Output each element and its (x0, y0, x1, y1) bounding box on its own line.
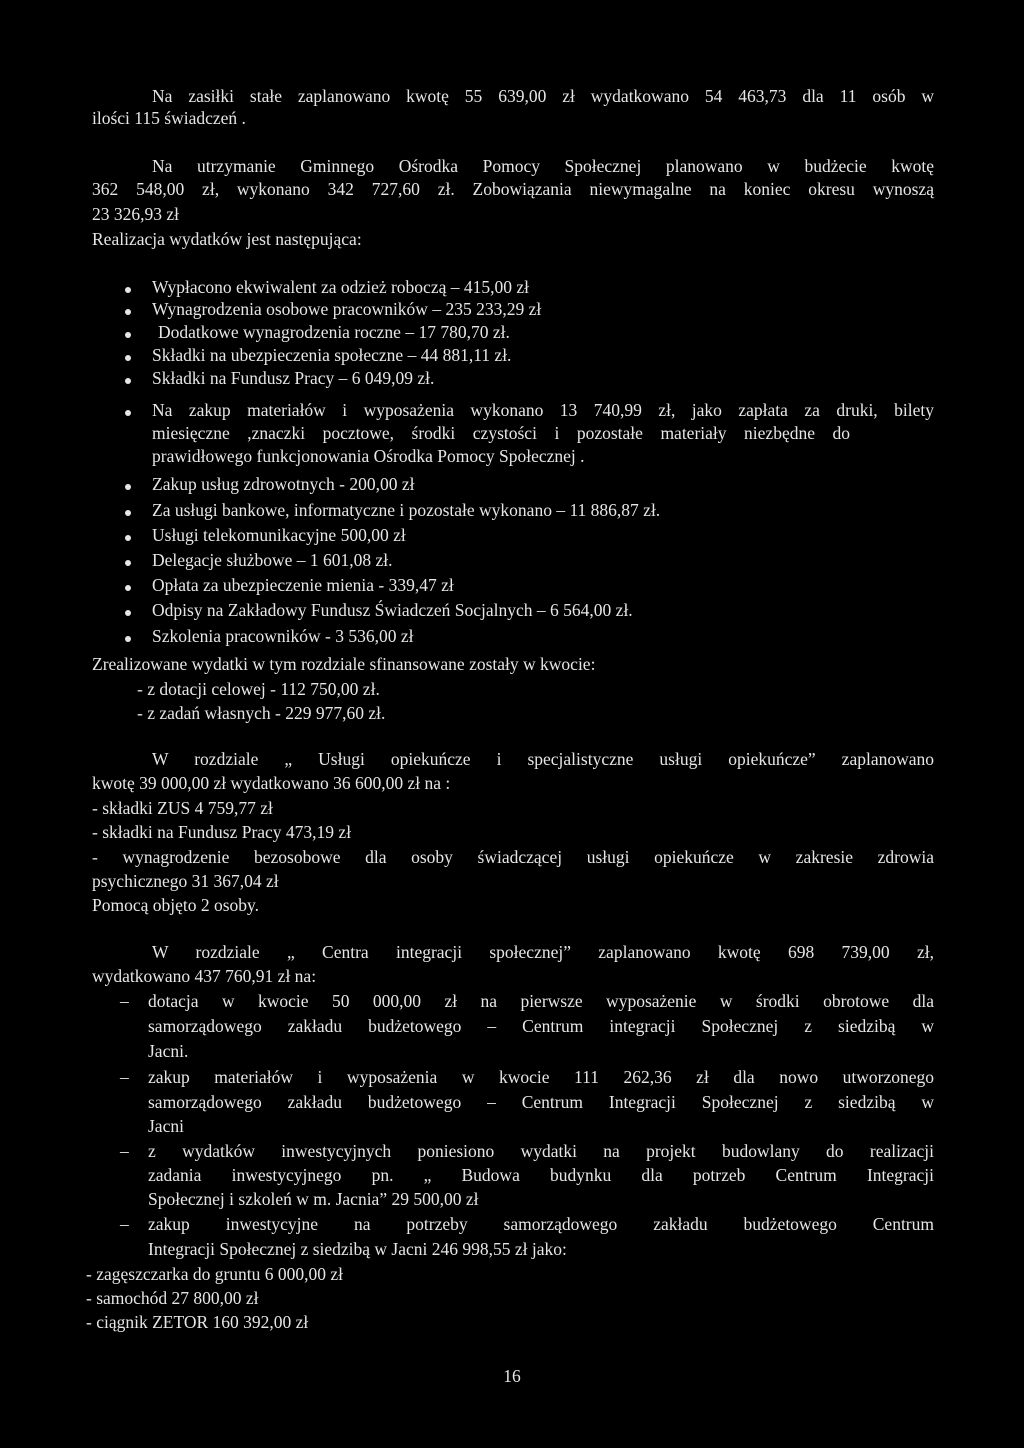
dash-marker: – (120, 1141, 129, 1161)
bullet-dot (125, 484, 131, 490)
bullet-item-szkolenia: Szkolenia pracowników - 3 536,00 zł (152, 626, 414, 646)
bullet-dot (125, 410, 131, 416)
centra-item-dotacja-cont: Jacni. (148, 1041, 189, 1061)
centra-item-materialy-cont: samorządowego zakładu budżetowego – Centrum Integracji Społecznej z siedzibą w (148, 1092, 934, 1112)
uslugi-line-6: psychicznego 31 367,04 zł (92, 871, 279, 891)
realizacja-heading: Realizacja wydatków jest następująca: (92, 229, 362, 249)
uslugi-line-3: - składki ZUS 4 759,77 zł (92, 798, 273, 818)
uslugi-line-2: kwotę 39 000,00 zł wydatkowano 36 600,00 zł na : (92, 773, 451, 793)
centra-item-projekt-cont: zadania inwestycyjnego pn. „ Budowa budynku dla potrzeb Centrum Integracji (148, 1165, 934, 1185)
financing-heading: Zrealizowane wydatki w tym rozdziale sfinansowane zostały w kwocie: (92, 654, 596, 674)
gops-line-1: Na utrzymanie Gminnego Ośrodka Pomocy Społecznej planowano w budżecie kwotę (152, 156, 934, 176)
bullet-item-ubezpieczenie: Opłata za ubezpieczenie mienia - 339,47 zł (152, 575, 454, 595)
bullet-item-materialy-cont: miesięczne ,znaczki pocztowe, środki czystości i pozostałe materiały niezbędne do (152, 423, 850, 443)
page-number: 16 (503, 1366, 521, 1386)
centra-line-2: wydatkowano 437 760,91 zł na: (92, 966, 317, 986)
centra-item-projekt: z wydatków inwestycyjnych poniesiono wydatki na projekt budowlany do realizacji (148, 1141, 934, 1161)
bullet-item-materialy-cont: prawidłowego funkcjonowania Ośrodka Pomocy Społecznej . (152, 446, 585, 466)
dash-marker: – (120, 991, 129, 1011)
centra-item-dotacja-cont: samorządowego zakładu budżetowego – Centrum integracji Społecznej z siedzibą w (148, 1016, 934, 1036)
bullet-item-zdrowotne: Zakup usług zdrowotnych - 200,00 zł (152, 474, 415, 494)
bullet-item-fundusz-pracy: Składki na Fundusz Pracy – 6 049,09 zł. (152, 368, 435, 388)
uslugi-line-7: Pomocą objęto 2 osoby. (92, 895, 260, 915)
centra-line-1: W rozdziale „ Centra integracji społecznej” zaplanowano kwotę 698 739,00 zł, (152, 942, 934, 962)
uslugi-line-5: - wynagrodzenie bezosobowe dla osoby świadczącej usługi opiekuńcze w zakresie zdrowia (92, 847, 934, 867)
centra-item-inwestycyjne-cont: Integracji Społecznej z siedzibą w Jacni 246 998,55 zł jako: (148, 1239, 567, 1259)
centra-item-dotacja: dotacja w kwocie 50 000,00 zł na pierwsze wyposażenie w środki obrotowe dla (148, 991, 934, 1011)
bullet-item-materialy: Na zakup materiałów i wyposażenia wykonano 13 740,99 zł, jako zapłata za druki, bilety (152, 400, 934, 420)
bullet-dot (125, 636, 131, 642)
bullet-item-ekwiwalent: Wypłacono ekwiwalent za odzież roboczą – 415,00 zł (152, 277, 529, 297)
zasilki-line-1: Na zasiłki stałe zaplanowano kwotę 55 639,00 zł wydatkowano 54 463,73 dla 11 osób w (152, 86, 934, 106)
dash-marker: – (120, 1214, 129, 1234)
centra-item-projekt-cont: Społecznej i szkoleń w m. Jacnia” 29 500,00 zł (148, 1189, 479, 1209)
bullet-dot (125, 355, 131, 361)
bullet-item-telekomunikacyjne: Usługi telekomunikacyjne 500,00 zł (152, 525, 406, 545)
bullet-dot (125, 378, 131, 384)
financing-item-zadania: - z zadań własnych - 229 977,60 zł. (137, 703, 386, 723)
equipment-item-zageszczarka: - zagęszczarka do gruntu 6 000,00 zł (86, 1264, 344, 1284)
centra-item-materialy: zakup materiałów i wyposażenia w kwocie 111 262,36 zł dla nowo utworzonego (148, 1067, 934, 1087)
centra-item-materialy-cont: Jacni (148, 1116, 184, 1136)
equipment-item-samochod: - samochód 27 800,00 zł (86, 1288, 259, 1308)
gops-line-2: 362 548,00 zł, wykonano 342 727,60 zł. Zobowiązania niewymagalne na koniec okresu wynoszą (92, 179, 934, 199)
dash-marker: – (120, 1067, 129, 1087)
uslugi-line-4: - składki na Fundusz Pracy 473,19 zł (92, 822, 352, 842)
gops-line-3: 23 326,93 zł (92, 204, 180, 224)
zasilki-line-2: ilości 115 świadczeń . (92, 108, 246, 128)
uslugi-line-1: W rozdziale „ Usługi opiekuńcze i specjalistyczne usługi opiekuńcze” zaplanowano (152, 749, 934, 769)
bullet-dot (125, 610, 131, 616)
bullet-dot (125, 332, 131, 338)
bullet-dot (125, 510, 131, 516)
bullet-item-dodatkowe: Dodatkowe wynagrodzenia roczne – 17 780,70 zł. (158, 322, 510, 342)
bullet-item-wynagrodzenia: Wynagrodzenia osobowe pracowników – 235 233,29 zł (152, 299, 542, 319)
bullet-item-skladki-zus: Składki na ubezpieczenia społeczne – 44 881,11 zł. (152, 345, 512, 365)
bullet-dot (125, 585, 131, 591)
centra-item-inwestycyjne: zakup inwestycyjne na potrzeby samorządowego zakładu budżetowego Centrum (148, 1214, 934, 1234)
bullet-dot (125, 309, 131, 315)
bullet-item-bankowe: Za usługi bankowe, informatyczne i pozostałe wykonano – 11 886,87 zł. (152, 500, 661, 520)
bullet-dot (125, 560, 131, 566)
bullet-dot (125, 287, 131, 293)
bullet-item-zfss: Odpisy na Zakładowy Fundusz Świadczeń Socjalnych – 6 564,00 zł. (152, 600, 633, 620)
financing-item-dotacja: - z dotacji celowej - 112 750,00 zł. (137, 679, 380, 699)
equipment-item-ciagnik: - ciągnik ZETOR 160 392,00 zł (86, 1312, 309, 1332)
bullet-dot (125, 535, 131, 541)
bullet-item-delegacje: Delegacje służbowe – 1 601,08 zł. (152, 550, 393, 570)
